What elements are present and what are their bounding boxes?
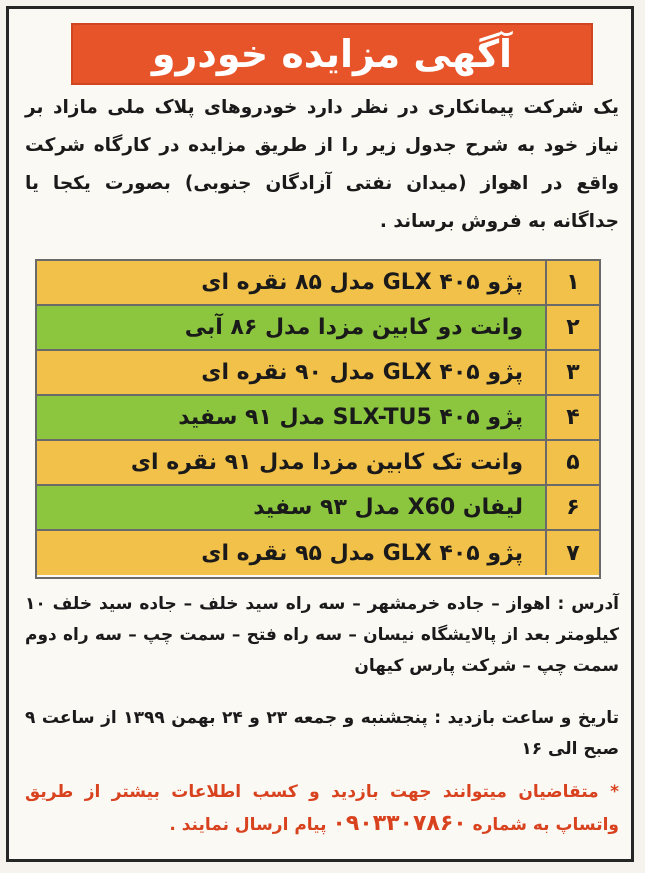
notice-text-2: پیام ارسال نمایند . (169, 815, 333, 835)
address-text: اهواز – جاده خرمشهر – سه راه سید خلف – جاده سید خلف ۱۰ کیلومتر بعد از پالایشگاه نیسان – سه راه فتح – سمت چپ – سه راه دوم سمت چپ – (25, 594, 619, 676)
visit-paragraph (25, 703, 619, 765)
row-number: ۱ (545, 261, 599, 304)
company-name: شرکت پارس کیهان (354, 656, 517, 676)
vehicle-description: پژو ۴۰۵ GLX مدل ۹۰ نقره ای (37, 351, 545, 394)
table-row (37, 441, 599, 486)
row-number: ۲ (545, 306, 599, 349)
visit-label: تاریخ و ساعت بازدید : (434, 708, 620, 728)
table-row (37, 306, 599, 351)
intro-text-1: یک شرکت پیمانکاری در نظر دارد خودروهای پلاک ملی مازاد بر نیاز خود به شرح جدول زیر را از طریق مزایده در کارگاه شرکت واقع در (25, 97, 620, 194)
table-row (37, 261, 599, 306)
row-number: ۷ (545, 531, 599, 575)
vehicle-table (35, 259, 601, 579)
address-paragraph (25, 589, 619, 682)
notice-text-1: * متقاضیان میتوانند جهت بازدید و کسب اطلاعات بیشتر از طریق واتساپ به شماره (25, 782, 619, 835)
intro-location: اهواز (میدان نفتی آزادگان جنوبی) (184, 173, 529, 194)
row-number: ۳ (545, 351, 599, 394)
ad-frame (6, 6, 634, 862)
table-row (37, 351, 599, 396)
intro-paragraph (25, 89, 619, 241)
table-row (37, 486, 599, 531)
visit-text: پنجشنبه و جمعه ۲۳ و ۲۴ بهمن ۱۳۹۹ از ساعت ۹ صبح الی ۱۶ (25, 708, 619, 759)
intro-text-3: بصورت یکجا یا جداگانه به فروش برساند . (25, 173, 619, 232)
vehicle-description: وانت دو کابین مزدا مدل ۸۶ آبی (37, 306, 545, 349)
ad-title: آگهی مزایده خودرو (151, 32, 513, 76)
title-banner (71, 23, 593, 85)
vehicle-description: پژو ۴۰۵ GLX مدل ۹۵ نقره ای (37, 531, 545, 575)
vehicle-description: پژو ۴۰۵ GLX مدل ۸۵ نقره ای (37, 261, 545, 304)
table-row (37, 396, 599, 441)
whatsapp-phone-number: ۰۹۰۳۳۰۷۸۶۰ (332, 811, 467, 836)
row-number: ۵ (545, 441, 599, 484)
table-row (37, 531, 599, 575)
vehicle-description: پژو ۴۰۵ SLX-TU5 مدل ۹۱ سفید (37, 396, 545, 439)
vehicle-description: وانت تک کابین مزدا مدل ۹۱ نقره ای (37, 441, 545, 484)
whatsapp-notice (25, 777, 619, 841)
vehicle-description: لیفان X60 مدل ۹۳ سفید (37, 486, 545, 529)
address-label: آدرس : (557, 594, 619, 614)
row-number: ۶ (545, 486, 599, 529)
row-number: ۴ (545, 396, 599, 439)
